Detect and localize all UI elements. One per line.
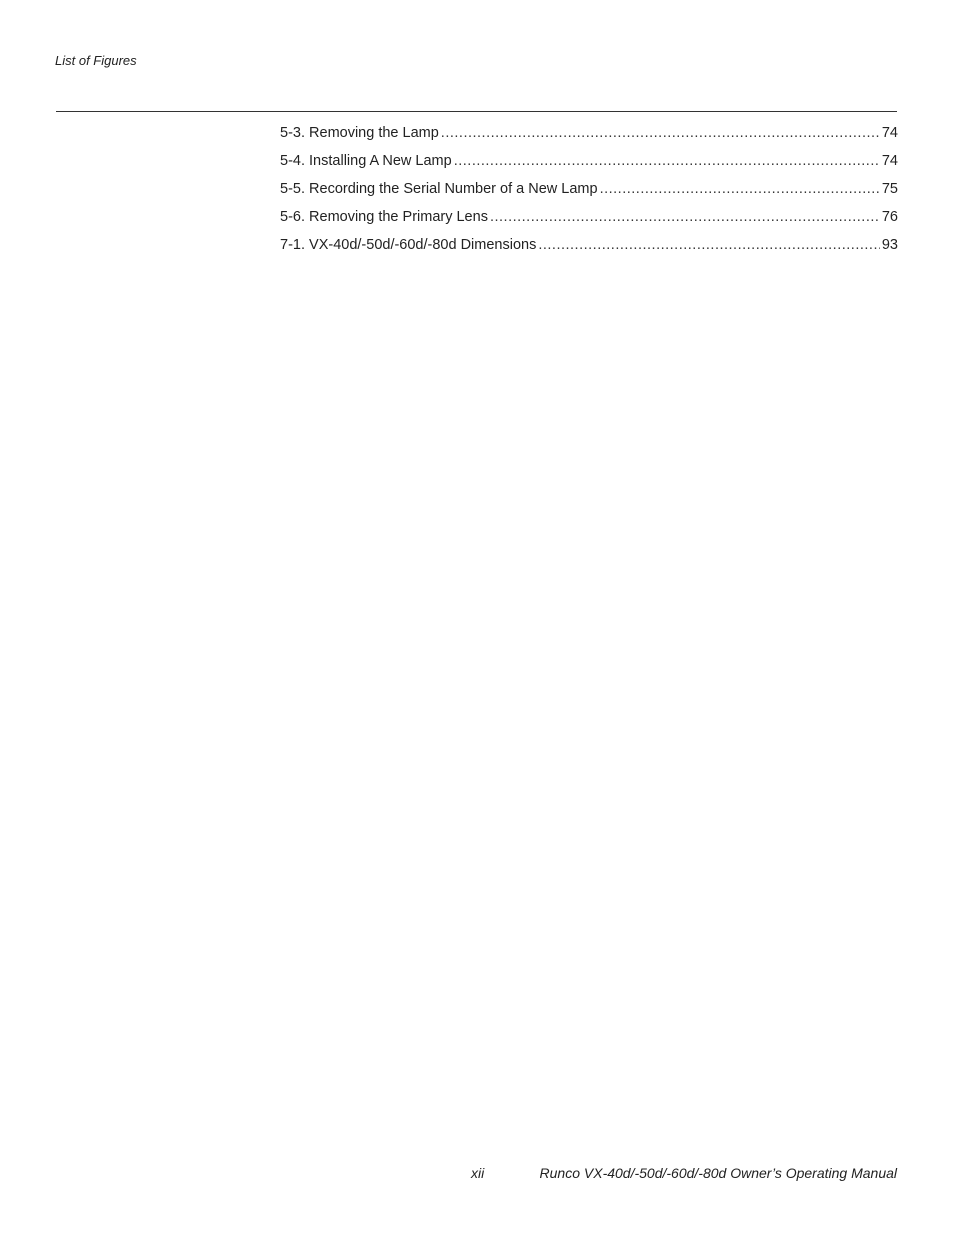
dot-leader bbox=[538, 237, 880, 253]
figure-entry[interactable] bbox=[280, 125, 898, 153]
figure-page: 74 bbox=[881, 125, 898, 141]
figure-entry[interactable] bbox=[280, 153, 898, 181]
running-head: List of Figures bbox=[55, 53, 137, 68]
footer-manual-title: Runco VX-40d/-50d/-60d/-80d Owner’s Operating Manual bbox=[539, 1165, 897, 1181]
figure-title: Recording the Serial Number of a New Lamp bbox=[309, 181, 598, 197]
figure-entry[interactable] bbox=[280, 181, 898, 209]
dot-leader bbox=[454, 153, 880, 169]
figure-title: Installing A New Lamp bbox=[309, 153, 452, 169]
figure-number: 7-1. bbox=[280, 237, 305, 253]
figure-page: 74 bbox=[881, 153, 898, 169]
figure-title: VX-40d/-50d/-60d/-80d Dimensions bbox=[309, 237, 537, 253]
figure-page: 93 bbox=[881, 237, 898, 253]
figure-page: 76 bbox=[881, 209, 898, 225]
figure-number: 5-3. bbox=[280, 125, 305, 141]
figure-list bbox=[280, 125, 898, 265]
figure-title: Removing the Primary Lens bbox=[309, 209, 488, 225]
figure-number: 5-5. bbox=[280, 181, 305, 197]
figure-title: Removing the Lamp bbox=[309, 125, 439, 141]
figure-number: 5-6. bbox=[280, 209, 305, 225]
figure-entry[interactable] bbox=[280, 209, 898, 237]
dot-leader bbox=[600, 181, 880, 197]
figure-entry[interactable] bbox=[280, 237, 898, 265]
dot-leader bbox=[490, 209, 880, 225]
figure-page: 75 bbox=[881, 181, 898, 197]
dot-leader bbox=[441, 125, 880, 141]
figure-number: 5-4. bbox=[280, 153, 305, 169]
header-rule bbox=[56, 111, 897, 112]
footer-page-number: xii bbox=[471, 1165, 485, 1181]
